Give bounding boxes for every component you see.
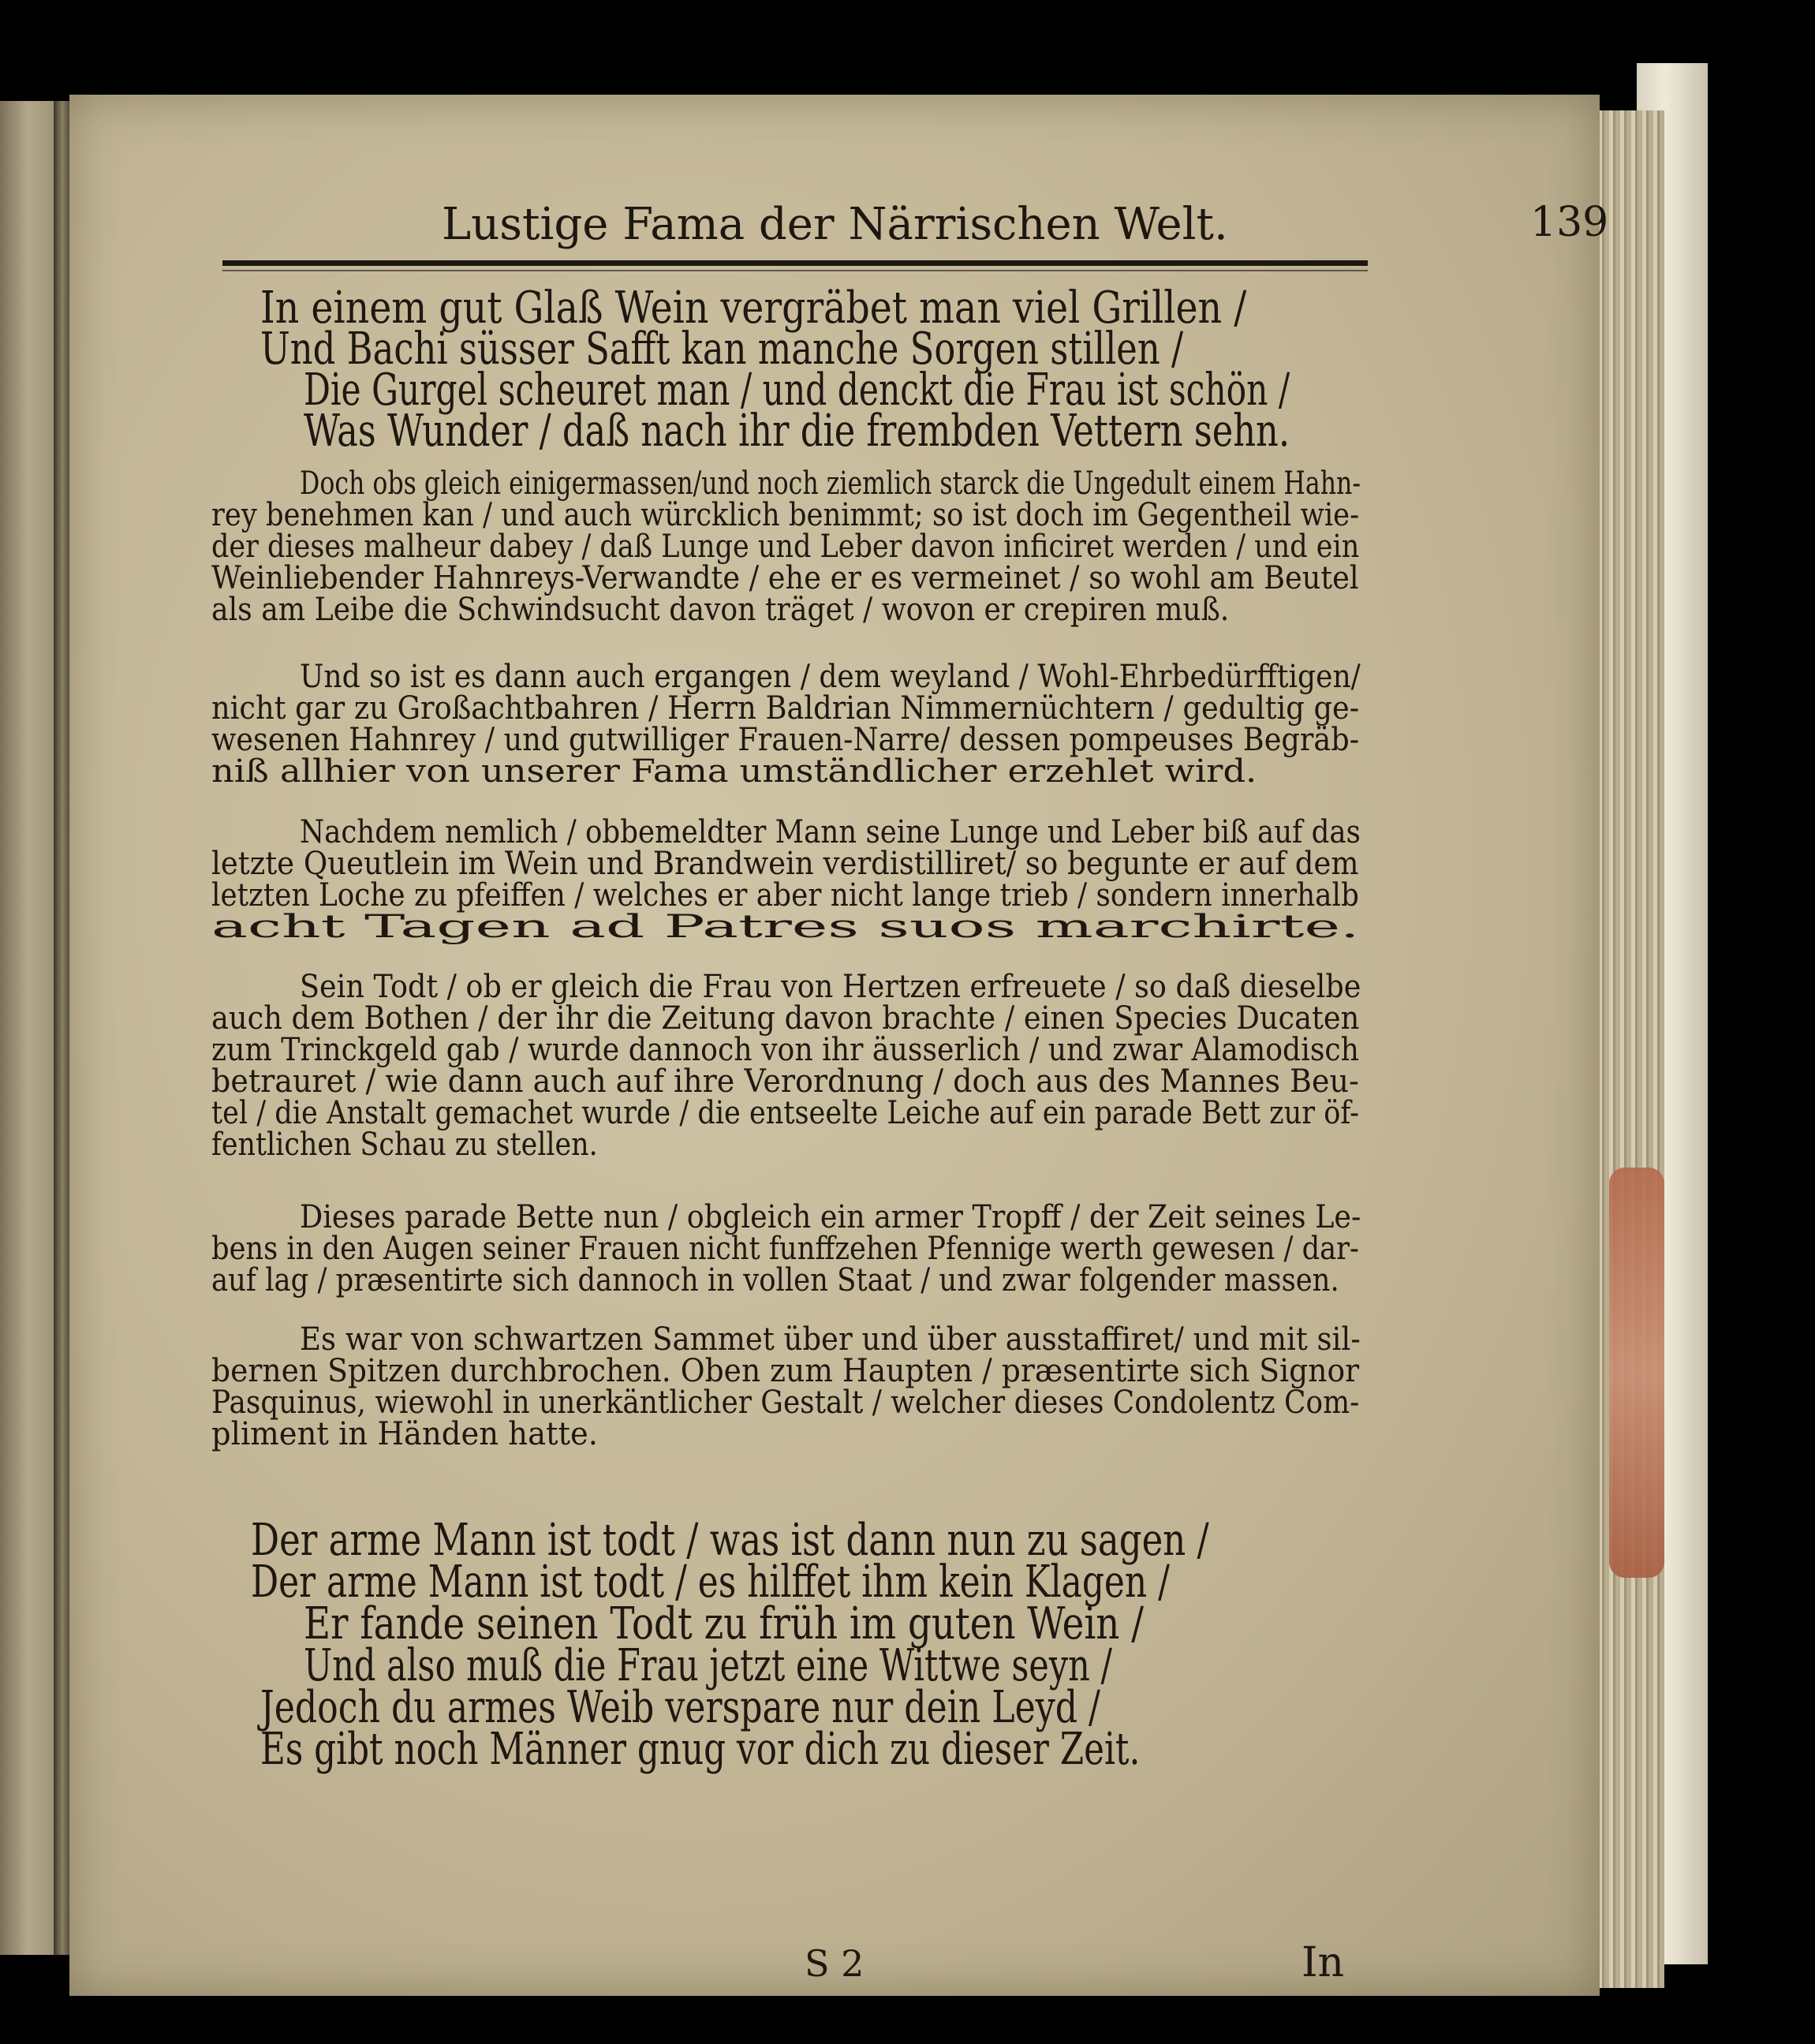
paragraph-line: Weinliebender Hahnreys-Verwandte / ehe er es vermeinet / so wohl am Beutel xyxy=(211,560,1359,596)
header-rule xyxy=(222,260,1368,266)
paragraph-line: bernen Spitzen durchbrochen. Oben zum Haupten / præsentirte sich Signor xyxy=(211,1353,1360,1389)
paragraph-line: auf lag / præsentirte sich dannoch in vollen Staat / und zwar folgender massen. xyxy=(211,1262,1339,1299)
signature-mark: S 2 xyxy=(805,1942,865,1985)
catchword: In xyxy=(1301,1939,1345,1986)
paragraph-line: acht Tagen ad Patres suos marchirte. xyxy=(211,909,1360,945)
paragraph-line: wesenen Hahnrey / und gutwilliger Frauen-Narre/ dessen pompeuses Begräb- xyxy=(211,722,1360,758)
verse-line: Es gibt noch Männer gnug vor dich zu dieser Zeit. xyxy=(260,1724,1141,1775)
verse-line: In einem gut Glaß Wein vergräbet man viel Grillen / xyxy=(260,282,1247,334)
verse-line: Der arme Mann ist todt / es hilffet ihm kein Klagen / xyxy=(251,1556,1170,1608)
paragraph-line: Es war von schwartzen Sammet über und über ausstaffiret/ und mit sil- xyxy=(300,1321,1361,1358)
page-number: 139 xyxy=(1530,199,1609,246)
paragraph-line: Doch obs gleich einigermassen/und noch ziemlich starck die Ungedult einem Hahn- xyxy=(300,465,1361,502)
paragraph-line: zum Trinckgeld gab / wurde dannoch von ihr äusserlich / und zwar Alamodisch xyxy=(211,1032,1360,1068)
verse-line: Und Bachi süsser Safft kan manche Sorgen stillen / xyxy=(260,323,1184,375)
running-head: Lustige Fama der Närrischen Welt. xyxy=(442,199,1228,250)
left-page-edge xyxy=(0,101,62,1955)
verse-line: Der arme Mann ist todt / was ist dann nun zu sagen / xyxy=(251,1515,1209,1566)
page-edges xyxy=(1593,110,1664,1988)
paragraph-line: letzte Queutlein im Wein und Brandwein verdistilliret/ so begunte er auf dem xyxy=(211,846,1359,882)
paragraph-line: als am Leibe die Schwindsucht davon träget / wovon er crepiren muß. xyxy=(211,592,1230,628)
paragraph-line: Und so ist es dann auch ergangen / dem weyland / Wohl-Ehrbedürfftigen/ xyxy=(300,659,1361,695)
header-rule-thin xyxy=(222,270,1368,271)
paragraph-line: Sein Todt / ob er gleich die Frau von Hertzen erfreuete / so daß dieselbe xyxy=(300,969,1361,1005)
paragraph-line: der dieses malheur dabey / daß Lunge und Leber davon inficiret werden / und ein xyxy=(211,529,1360,565)
verse-line: Die Gurgel scheuret man / und denckt die Frau ist schön / xyxy=(304,364,1290,416)
paragraph-line: fentlichen Schau zu stellen. xyxy=(211,1127,598,1163)
verse-line: Was Wunder / daß nach ihr die frembden Vettern sehn. xyxy=(304,405,1290,457)
paragraph-line: Pasquinus, wiewohl in unerkäntlicher Gestalt / welcher dieses Condolentz Com- xyxy=(211,1384,1360,1421)
paragraph-line: niß allhier von unserer Fama umständlicher erzehlet wird. xyxy=(211,753,1257,790)
paragraph-line: Dieses parade Bette nun / obgleich ein armer Tropff / der Zeit seines Le- xyxy=(300,1199,1361,1235)
verse-line: Und also muß die Frau jetzt eine Wittwe seyn / xyxy=(304,1640,1112,1691)
book-spine xyxy=(54,101,71,1955)
paragraph-line: auch dem Bothen / der ihr die Zeitung davon brachte / einen Species Ducaten xyxy=(211,1000,1360,1037)
paragraph-line: betrauret / wie dann auch auf ihre Verordnung / doch aus des Mannes Beu- xyxy=(211,1063,1359,1100)
verse-line: Er fande seinen Todt zu früh im guten Wein / xyxy=(304,1598,1144,1650)
paragraph-line: tel / die Anstalt gemachet wurde / die entseelte Leiche auf ein parade Bett zur öf- xyxy=(211,1095,1359,1131)
paragraph-line: pliment in Händen hatte. xyxy=(211,1416,599,1452)
paragraph-line: nicht gar zu Großachtbahren / Herrn Baldrian Nimmernüchtern / gedultig ge- xyxy=(211,690,1360,727)
paragraph-line: letzten Loche zu pfeiffen / welches er aber nicht lange trieb / sondern innerhalb xyxy=(211,877,1359,914)
cover-stain xyxy=(1609,1168,1664,1578)
paragraph-line: bens in den Augen seiner Frauen nicht funffzehen Pfennige werth gewesen / dar- xyxy=(211,1231,1359,1267)
paragraph-line: Nachdem nemlich / obbemeldter Mann seine Lunge und Leber biß auf das xyxy=(300,814,1361,850)
verse-line: Jedoch du armes Weib verspare nur dein Leyd / xyxy=(260,1682,1100,1733)
paragraph-line: rey benehmen kan / und auch würcklich benimmt; so ist doch im Gegentheil wie- xyxy=(211,497,1360,533)
